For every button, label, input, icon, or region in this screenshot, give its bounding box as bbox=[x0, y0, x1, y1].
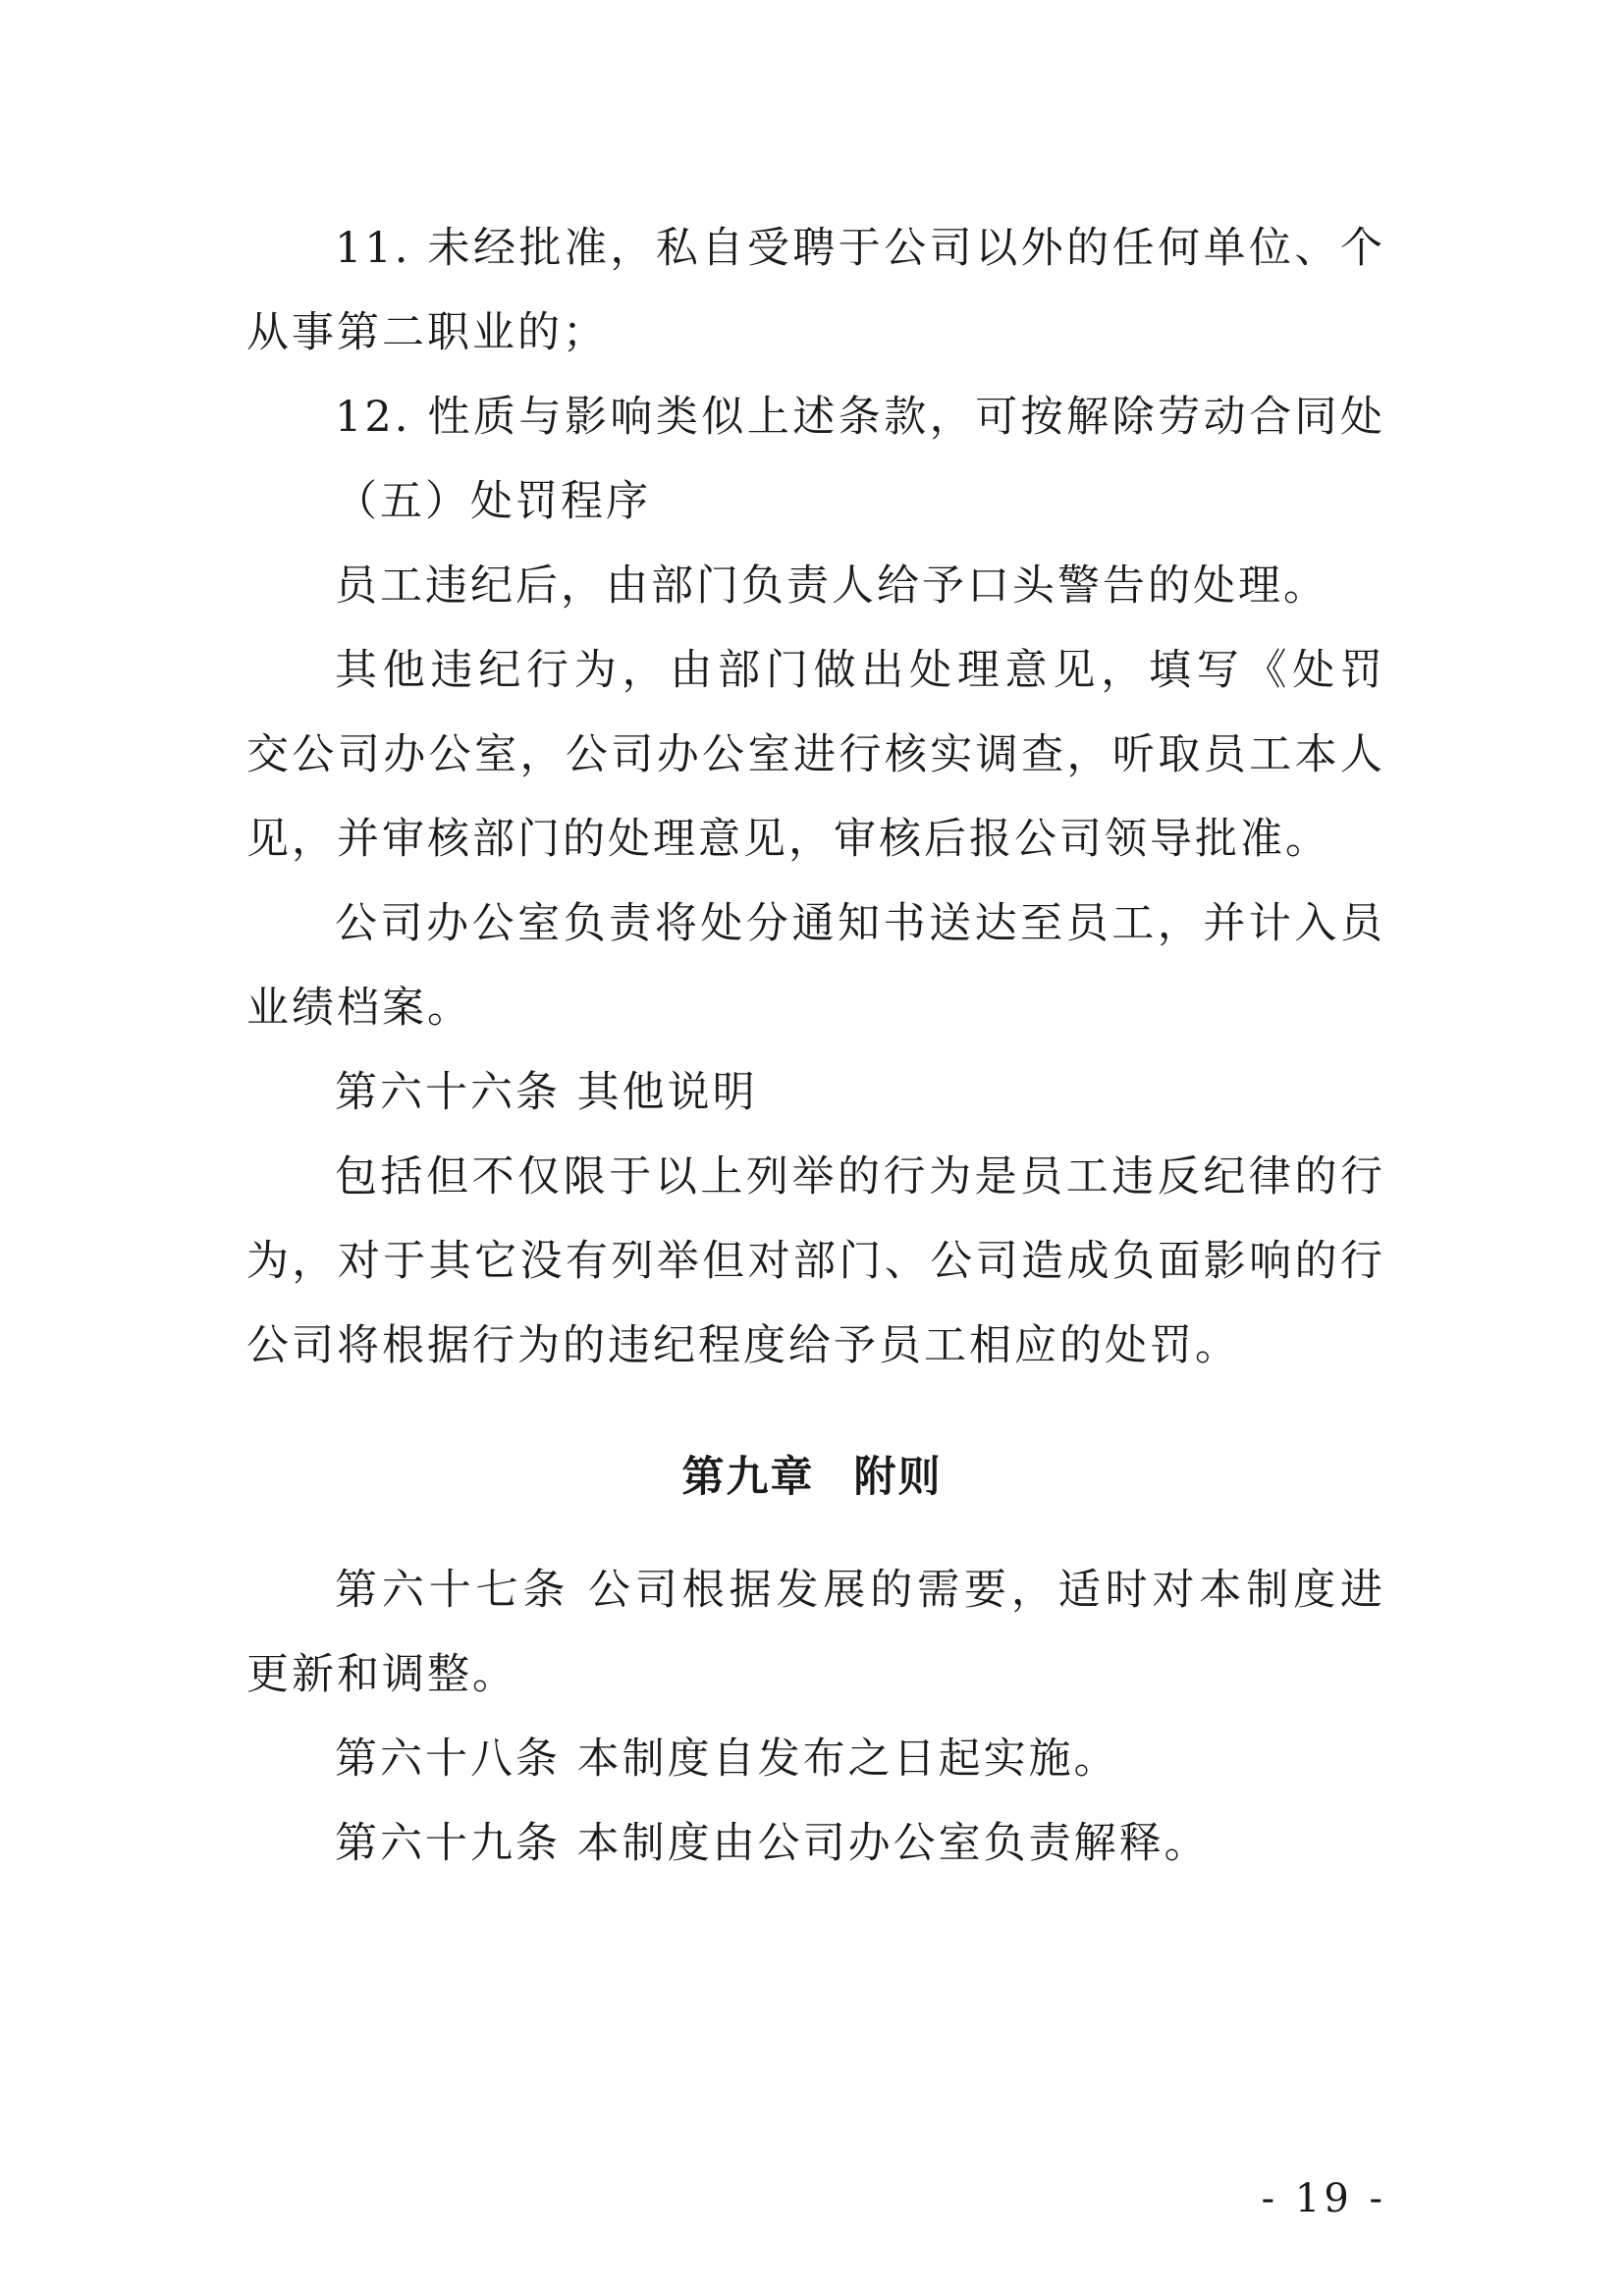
paragraph-line: 交公司办公室，公司办公室进行核实调查，听取员工本人 bbox=[246, 730, 1385, 779]
paragraph-line: 更新和调整。 bbox=[246, 1650, 517, 1699]
body-text-section-2 bbox=[246, 1548, 1385, 1886]
paragraph-line: 12. 性质与影响类似上述条款，可按解除劳动合同处 bbox=[335, 393, 1385, 442]
paragraph-line: 见，并审核部门的处理意见，审核后报公司领导批准。 bbox=[246, 815, 1330, 864]
paragraph-line: 业绩档案。 bbox=[246, 984, 472, 1033]
paragraph-line: 11. 未经批准，私自受聘于公司以外的任何单位、个 bbox=[335, 224, 1385, 273]
paragraph-line: 其他违纪行为，由部门做出处理意见，填写《处罚 bbox=[335, 646, 1385, 695]
article-heading: 第六十六条 其他说明 bbox=[335, 1068, 758, 1117]
chapter-title: 附则 bbox=[853, 1453, 943, 1502]
paragraph-line: 为，对于其它没有列举但对部门、公司造成负面影响的行 bbox=[246, 1237, 1385, 1286]
paragraph-line: 公司办公室负责将处分通知书送达至员工，并计入员 bbox=[335, 899, 1385, 948]
paragraph-line: 从事第二职业的； bbox=[246, 308, 608, 357]
paragraph-line: 第六十九条 本制度由公司办公室负责解释。 bbox=[335, 1819, 1210, 1868]
paragraph-line: 员工违纪后，由部门负责人给予口头警告的处理。 bbox=[335, 561, 1328, 611]
paragraph-line: 第六十七条 公司根据发展的需要，适时对本制度进 bbox=[335, 1566, 1385, 1615]
paragraph-line: 第六十八条 本制度自发布之日起实施。 bbox=[335, 1735, 1119, 1784]
paragraph-line: 包括但不仅限于以上列举的行为是员工违反纪律的行 bbox=[335, 1152, 1385, 1201]
paragraph-line: 公司将根据行为的违纪程度给予员工相应的处罚。 bbox=[246, 1321, 1240, 1370]
subsection-heading: （五）处罚程序 bbox=[335, 477, 651, 526]
body-text-section-1 bbox=[246, 206, 1385, 1388]
chapter-number: 第九章 bbox=[681, 1453, 815, 1502]
chapter-heading bbox=[0, 1435, 1624, 1520]
page-number: - 19 - bbox=[1261, 2176, 1386, 2221]
